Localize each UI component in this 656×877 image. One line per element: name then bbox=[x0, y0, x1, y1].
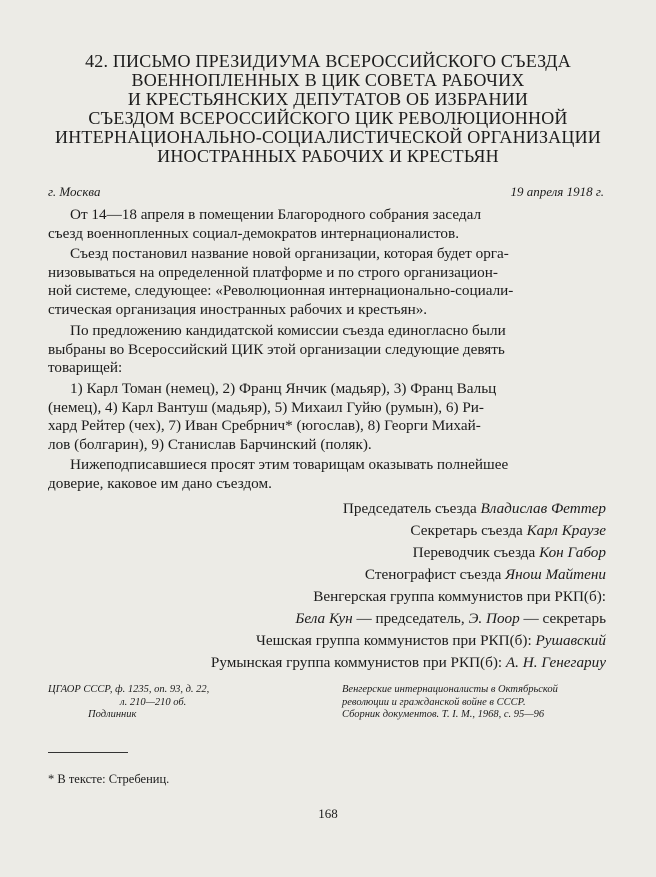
title-line: И КРЕСТЬЯНСКИХ ДЕПУТАТОВ ОБ ИЗБРАНИИ bbox=[127, 89, 529, 109]
signature-secretary: Секретарь съезда Карл Краузе bbox=[410, 522, 606, 539]
title-line: ИНТЕРНАЦИОНАЛЬНО-СОЦИАЛИСТИЧЕСКОЙ ОРГАНИЗАЦИИ bbox=[55, 127, 601, 147]
title-line: 42. ПИСЬМО ПРЕЗИДИУМА ВСЕРОССИЙСКОГО СЪЕЗДА bbox=[85, 51, 571, 71]
document-title bbox=[48, 52, 608, 166]
signature-hungarian-members: Бела Кун — председатель, Э. Поор — секретарь bbox=[295, 610, 606, 627]
footnote-divider bbox=[48, 752, 128, 753]
signature-chairman: Председатель съезда Владислав Феттер bbox=[342, 500, 606, 517]
signature-stenographer: Стенографист съезда Янош Майтени bbox=[364, 566, 606, 583]
signature-translator: Переводчик съезда Кон Габор bbox=[412, 544, 606, 561]
title-line: ИНОСТРАННЫХ РАБОЧИХ И КРЕСТЬЯН bbox=[157, 146, 499, 166]
paragraph-members-list: 1) Карл Томан (немец), 2) Франц Янчик (мадьяр), 3) Франц Вальц (немец), 4) Карл Вантуш (мадьяр), 5) Михаил Гуйю (румын), 6) Ри- хард Рейтер (чех), 7) Иван Сребрнич* (югослав), 8) Георги Михай- лов (болгарин), 9) Станислав Барчинский (поляк). bbox=[48, 380, 497, 453]
title-line: ВОЕННОПЛЕННЫХ В ЦИК СОВЕТА РАБОЧИХ bbox=[131, 70, 525, 90]
footnote: * В тексте: Стребениц. bbox=[48, 772, 170, 786]
archive-source: ЦГАОР СССР, ф. 1235, оп. 93, д. 22, л. 210—210 об. Подлинник bbox=[48, 684, 210, 720]
signature-romanian-group: Румынская группа коммунистов при РКП(б): А. Н. Генегариу bbox=[210, 654, 606, 671]
signature-czech-group: Чешская группа коммунистов при РКП(б): Рушавский bbox=[255, 632, 606, 649]
document-date: 19 апреля 1918 г. bbox=[510, 184, 604, 199]
paragraph-trust: Нижеподписавшиеся просят этим товарищам оказывать полнейшее доверие, каковое им дано съездом. bbox=[48, 456, 509, 492]
paragraph-organization: Съезд постановил название новой организации, которая будет орга- низовываться на определенной платформе и по строго организацион- ной системе, следующее: «Революционная интернационально-социали- стическая организация иностранных рабочих и крестьян». bbox=[48, 245, 514, 318]
signature-hungarian-group: Венгерская группа коммунистов при РКП(б): bbox=[313, 588, 606, 605]
paragraph-session: От 14—18 апреля в помещении Благородного собрания заседал съезд военнопленных социал-демократов интернационалистов. bbox=[48, 206, 482, 242]
document-place: г. Москва bbox=[48, 184, 101, 199]
publication-source: Венгерские интернационалисты в Октябрьской революции и гражданской войне в СССР. Сборник документов. Т. I. М., 1968, с. 95—96 bbox=[342, 684, 558, 720]
paragraph-election: По предложению кандидатской комиссии съезда единогласно были выбраны во Всероссийский ЦИК этой организации следующие девять товарищей: bbox=[48, 322, 506, 377]
page-number: 168 bbox=[318, 806, 338, 821]
title-line: СЪЕЗДОМ ВСЕРОССИЙСКОГО ЦИК РЕВОЛЮЦИОННОЙ bbox=[88, 108, 568, 128]
